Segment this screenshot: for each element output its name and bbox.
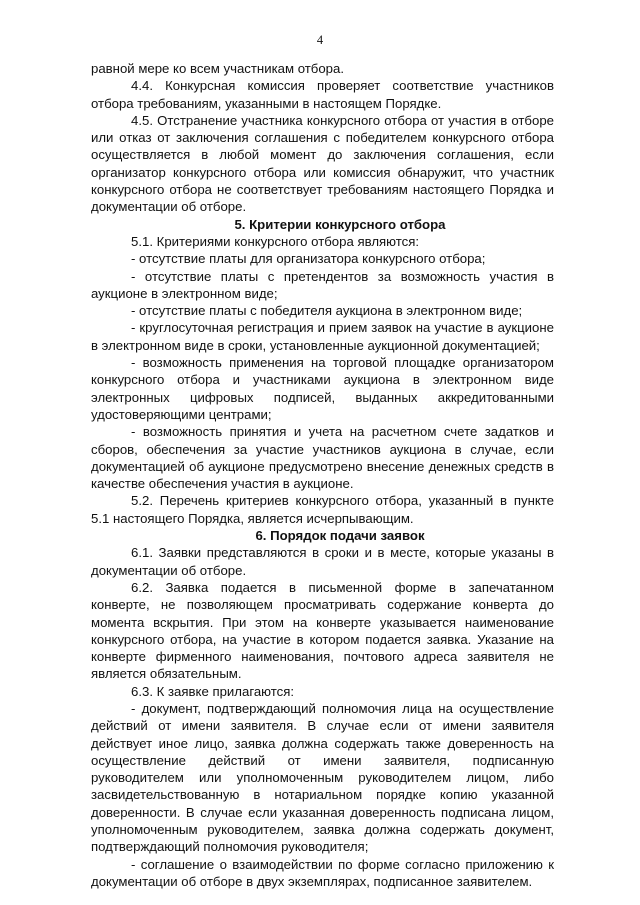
- section-heading: 5. Критерии конкурсного отбора: [234, 216, 446, 232]
- paragraph: - отсутствие платы с победителя аукциона в электронном виде;: [131, 303, 523, 319]
- paragraph: равной мере ко всем участникам отбора.: [91, 61, 344, 76]
- paragraph: 6.3. К заявке прилагаются:: [131, 683, 295, 699]
- section-heading: 6. Порядок подачи заявок: [255, 528, 425, 544]
- paragraph: 5.1. Критериями конкурсного отбора являются:: [131, 233, 420, 249]
- paragraph: 6.2. Заявка подается в письменной форме в запечатанном конверте, не позволяющем просматривать содержание конверта до момента вскрытия. При этом на конверте указывается наименование конкурсного отбора, на участие в котором подается заявка. Указание на конверте фирменного наименования, почтового адреса заявителя не является обязательным.: [91, 579, 554, 682]
- paragraph: - отсутствие платы для организатора конкурсного отбора;: [131, 251, 486, 267]
- paragraph: 6.1. Заявки представляются в сроки и в месте, которые указаны в документации об отборе.: [91, 545, 554, 578]
- paragraph: - документ, подтверждающий полномочия лица на осуществление действий от имени заявителя. В случае если от имени заявителя действует иное лицо, заявка должна содержать также доверенность на осуществление действий от имени заявителя, подписанную руководителем или уполномоченным руководителем лицом, либо засвидетельствованную в нотариальном порядке копию указанной доверенности. В случае если указанная доверенность подписана лицом, уполномоченным руководителем, заявка должна содержать документ, подтверждающий полномочия руководителя;: [91, 700, 554, 855]
- paragraph: - соглашение о взаимодействии по форме согласно приложению к документации об отборе в двух экземплярах, подписанное заявителем.: [91, 856, 554, 889]
- paragraph: 5.2. Перечень критериев конкурсного отбора, указанный в пункте 5.1 настоящего Порядка, является исчерпывающим.: [91, 493, 554, 526]
- paragraph: - отсутствие платы с претендентов за возможность участия в аукционе в электронном виде;: [91, 268, 554, 301]
- paragraph: 4.5. Отстранение участника конкурсного отбора от участия в отборе или отказ от заключения соглашения с победителем конкурсного отбора осуществляется в любой момент до заключения соглашения, если организатор конкурсного отбора или комиссия обнаружит, что участник конкурсного отбора не соответствует требованиям настоящего Порядка и документации об отборе.: [91, 112, 554, 215]
- paragraph: - круглосуточная регистрация и прием заявок на участие в аукционе в электронном виде в сроки, установленные аукционной документацией;: [91, 320, 554, 353]
- paragraph: 4.4. Конкурсная комиссия проверяет соответствие участников отбора требованиям, указанными в настоящем Порядке.: [91, 78, 554, 111]
- paragraph: - возможность принятия и учета на расчетном счете задатков и сборов, обеспечения за участие участников аукциона в случае, если документацией об аукционе предусмотрено внесение денежных средств в качестве обеспечения участия в аукционе.: [91, 424, 554, 492]
- paragraph: - возможность применения на торговой площадке организатором конкурсного отбора и участниками аукциона в электронном виде электронных цифровых подписей, выданных аккредитованными удостоверяющими центрами;: [91, 355, 554, 422]
- document-body: [91, 60, 554, 890]
- page-number: 4: [316, 33, 324, 47]
